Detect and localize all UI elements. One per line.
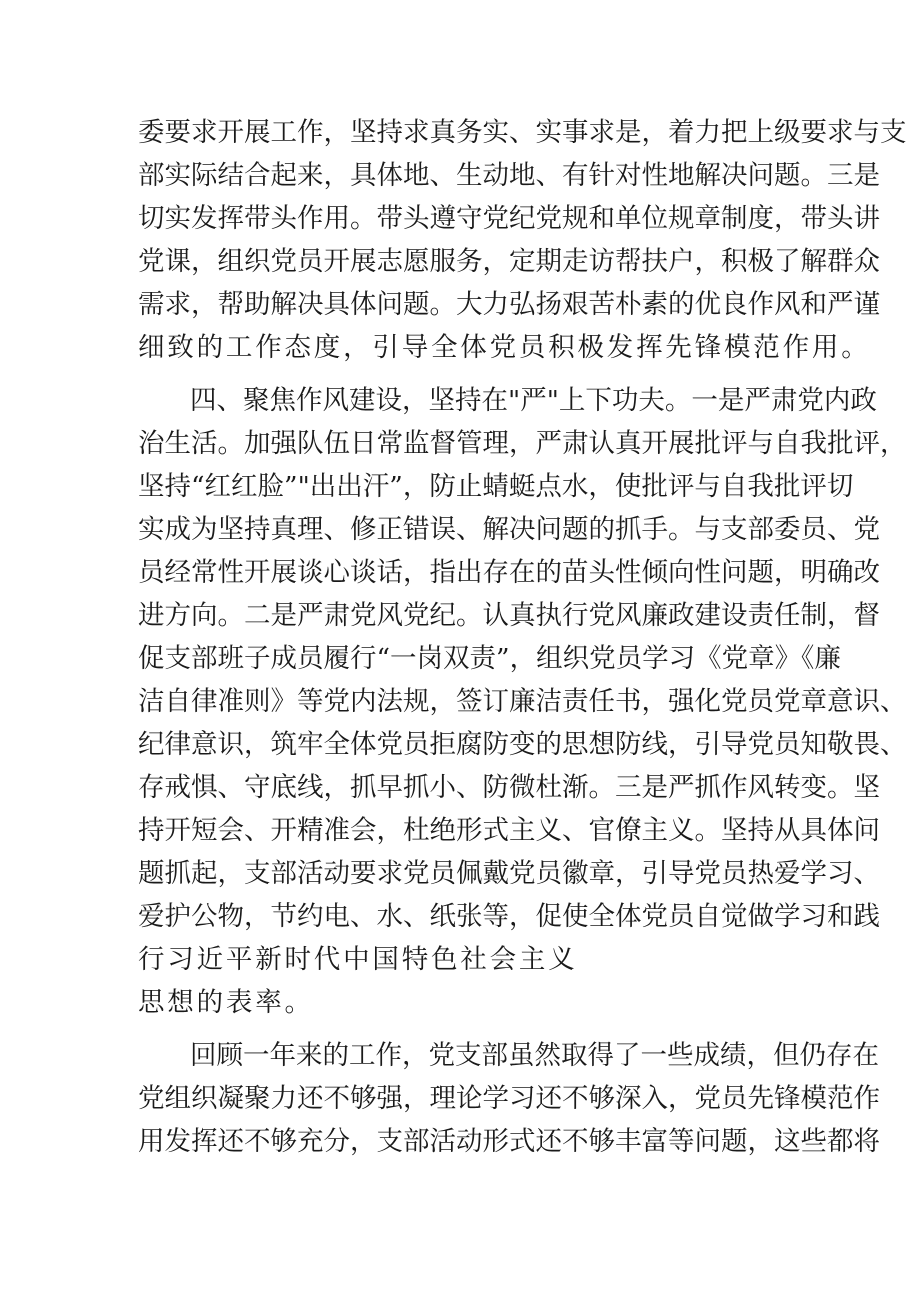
- paragraph-first-line: 回顾一年来的工作，党支部虽然取得了一些成绩，但仍存在: [190, 1040, 879, 1071]
- text-line: 员经常性开展谈心谈话，指出存在的苗头性倾向性问题，明确改: [138, 557, 880, 588]
- text-line: 纪律意识，筑牢全体党员拒腐防变的思想防线，引导党员知敬畏、: [138, 729, 907, 760]
- text-line: 存戒惧、守底线，抓早抓小、防微杜渐。三是严抓作风转变。坚: [138, 772, 880, 803]
- text-line: 需求，帮助解决具体问题。大力弘扬艰苦朴素的优良作风和严谨: [138, 289, 880, 320]
- text-line: 治生活。加强队伍日常监督管理，严肃认真开展批评与自我批评，: [138, 428, 907, 459]
- text-line: 委要求开展工作，坚持求真务实、实事求是，着力把上级要求与支: [138, 117, 907, 148]
- text-line: 持开短会、开精准会，杜绝形式主义、官僚主义。坚持从具体问: [138, 815, 880, 846]
- text-line: 部实际结合起来，具体地、生动地、有针对性地解决问题。三是: [138, 160, 880, 191]
- text-line: 行习近平新时代中国特色社会主义: [138, 944, 578, 975]
- text-line: 洁自律准则》等党内法规，签订廉洁责任书，强化党员党章意识、: [138, 686, 907, 717]
- text-line: 实成为坚持真理、修正错误、解决问题的抓手。与支部委员、党: [138, 514, 880, 545]
- text-line: 党课，组织党员开展志愿服务，定期走访帮扶户，积极了解群众: [138, 246, 880, 277]
- text-line: 题抓起，支部活动要求党员佩戴党员徽章，引导党员热爱学习、: [138, 858, 880, 889]
- text-line: 细致的工作态度，引导全体党员积极发挥先锋模范作用。: [138, 332, 871, 363]
- text-line: 爱护公物，节约电、水、纸张等，促使全体党员自觉做学习和践: [138, 901, 880, 932]
- text-line: 切实发挥带头作用。带头遵守党纪党规和单位规章制度，带头讲: [138, 203, 880, 234]
- paragraph-first-line: 四、聚焦作风建设，坚持在"严"上下功夫。一是严肃党内政: [190, 385, 877, 416]
- text-line: 思想的表率。: [138, 987, 314, 1018]
- text-line: 进方向。二是严肃党风党纪。认真执行党风廉政建设责任制，督: [138, 600, 880, 631]
- text-line: 坚持“红红脸”"出出汗”，防止蜻蜓点水，使批评与自我批评切: [138, 471, 854, 502]
- text-line: 党组织凝聚力还不够强，理论学习还不够深入，党员先锋模范作: [138, 1083, 880, 1114]
- text-line: 用发挥还不够充分，支部活动形式还不够丰富等问题，这些都将: [138, 1126, 880, 1157]
- text-line: 促支部班子成员履行“一岗双责”，组织党员学习《党章》《廉: [138, 643, 841, 674]
